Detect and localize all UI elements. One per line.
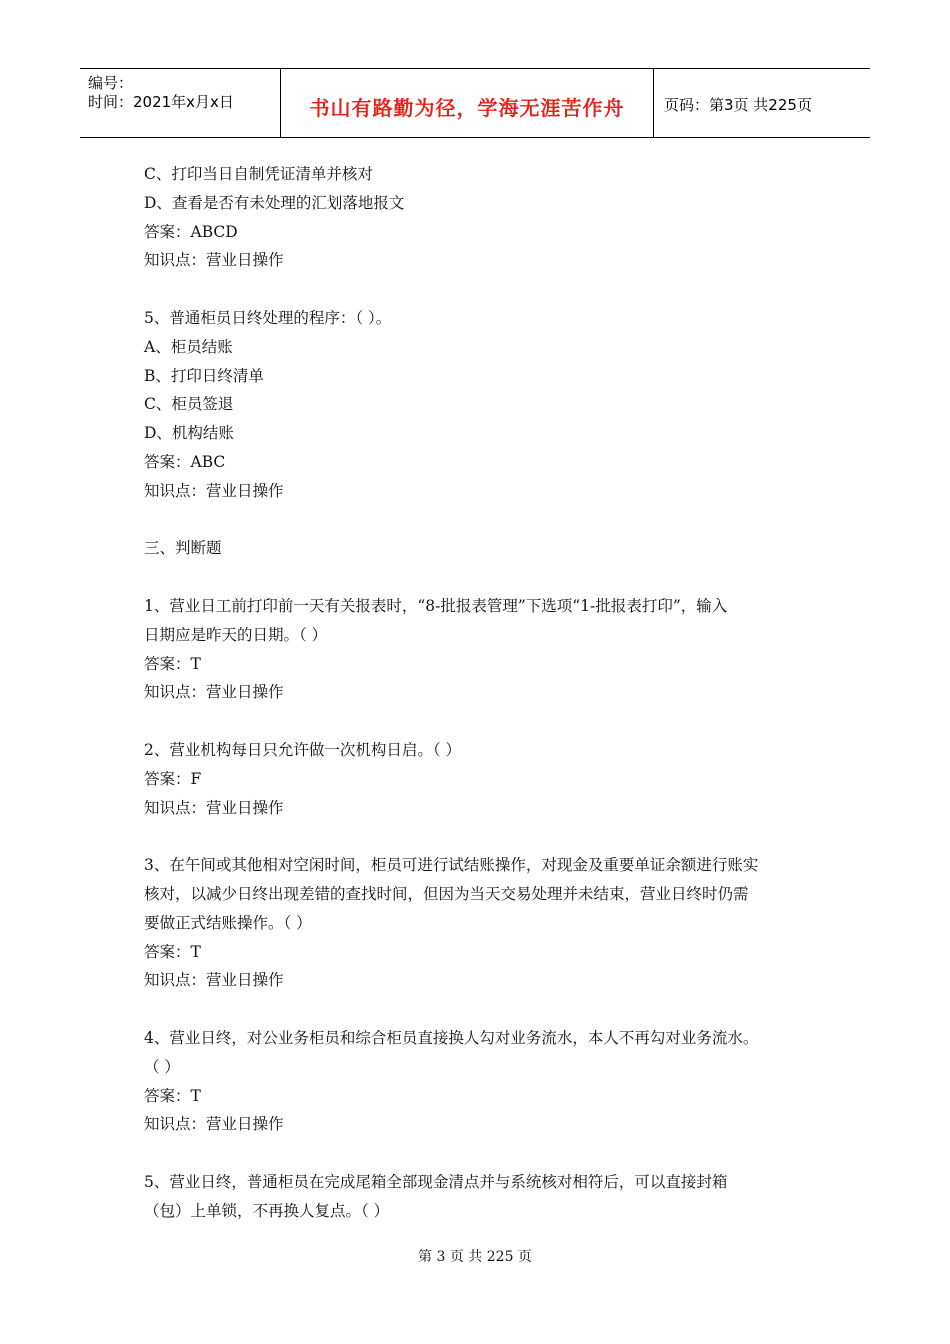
- text-line: 5、普通柜员日终处理的程序：（ ）。: [144, 308, 392, 327]
- text-line: 答案：T: [144, 1086, 201, 1105]
- text-line: 三、判断题: [144, 539, 222, 558]
- text-line: （包）上单锁，不再换人复点。（ ）: [144, 1201, 390, 1220]
- text-line: D、机构结账: [144, 424, 234, 443]
- header-meta: [80, 69, 281, 137]
- text-line: 答案：T: [144, 942, 201, 961]
- text-line: 答案：ABCD: [144, 222, 238, 241]
- text-line: B、打印日终清单: [144, 366, 264, 385]
- blank-line: [144, 506, 824, 535]
- number-label: 编号：: [88, 74, 134, 92]
- text-line: 知识点：营业日操作: [144, 683, 284, 702]
- text-line: 答案：F: [144, 769, 202, 788]
- blank-line: [144, 275, 824, 304]
- blank-line: [144, 1139, 824, 1168]
- header-page-info: 页码：第3页 共225页: [664, 96, 812, 114]
- document-body: [144, 160, 824, 1225]
- text-line: 1、营业日工前打印前一天有关报表时，“8-批报表管理”下选项“1-批报表打印”，输入: [144, 596, 728, 615]
- text-line: 知识点：营业日操作: [144, 251, 284, 270]
- text-line: D、查看是否有未处理的汇划落地报文: [144, 193, 405, 212]
- page-footer: 第 3 页 共 225 页: [418, 1249, 532, 1265]
- blank-line: [144, 563, 824, 592]
- text-line: 核对，以减少日终出现差错的查找时间，但因为当天交易处理并未结束，营业日终时仍需: [144, 884, 749, 903]
- blank-line: [144, 707, 824, 736]
- text-line: 知识点：营业日操作: [144, 1115, 284, 1134]
- text-line: 2、营业机构每日只允许做一次机构日启。（ ）: [144, 740, 462, 759]
- text-line: 3、在午间或其他相对空闲时间，柜员可进行试结账操作，对现金及重要单证余额进行账实: [144, 856, 759, 875]
- text-line: 要做正式结账操作。（ ）: [144, 913, 312, 932]
- header-motto-cell: [281, 69, 654, 137]
- page-header: [80, 68, 870, 138]
- text-line: 知识点：营业日操作: [144, 971, 284, 990]
- blank-line: [144, 822, 824, 851]
- header-page-cell: [654, 69, 870, 137]
- text-line: 4、营业日终，对公业务柜员和综合柜员直接换人勾对业务流水，本人不再勾对业务流水。: [144, 1028, 759, 1047]
- blank-line: [144, 995, 824, 1024]
- text-line: 知识点：营业日操作: [144, 798, 284, 817]
- text-line: 答案：T: [144, 654, 201, 673]
- text-line: 答案：ABC: [144, 452, 226, 471]
- text-line: 5、营业日终，普通柜员在完成尾箱全部现金清点并与系统核对相符后，可以直接封箱: [144, 1172, 728, 1191]
- text-line: （ ）: [144, 1057, 180, 1076]
- text-line: C、柜员签退: [144, 395, 234, 414]
- text-line: 日期应是昨天的日期。（ ）: [144, 625, 328, 644]
- text-line: 知识点：营业日操作: [144, 481, 284, 500]
- motto: 书山有路勤为径，学海无涯苦作舟: [309, 96, 625, 120]
- text-line: A、柜员结账: [144, 337, 233, 356]
- time-label: 时间：2021年x月x日: [88, 93, 234, 111]
- text-line: C、打印当日自制凭证清单并核对: [144, 165, 373, 183]
